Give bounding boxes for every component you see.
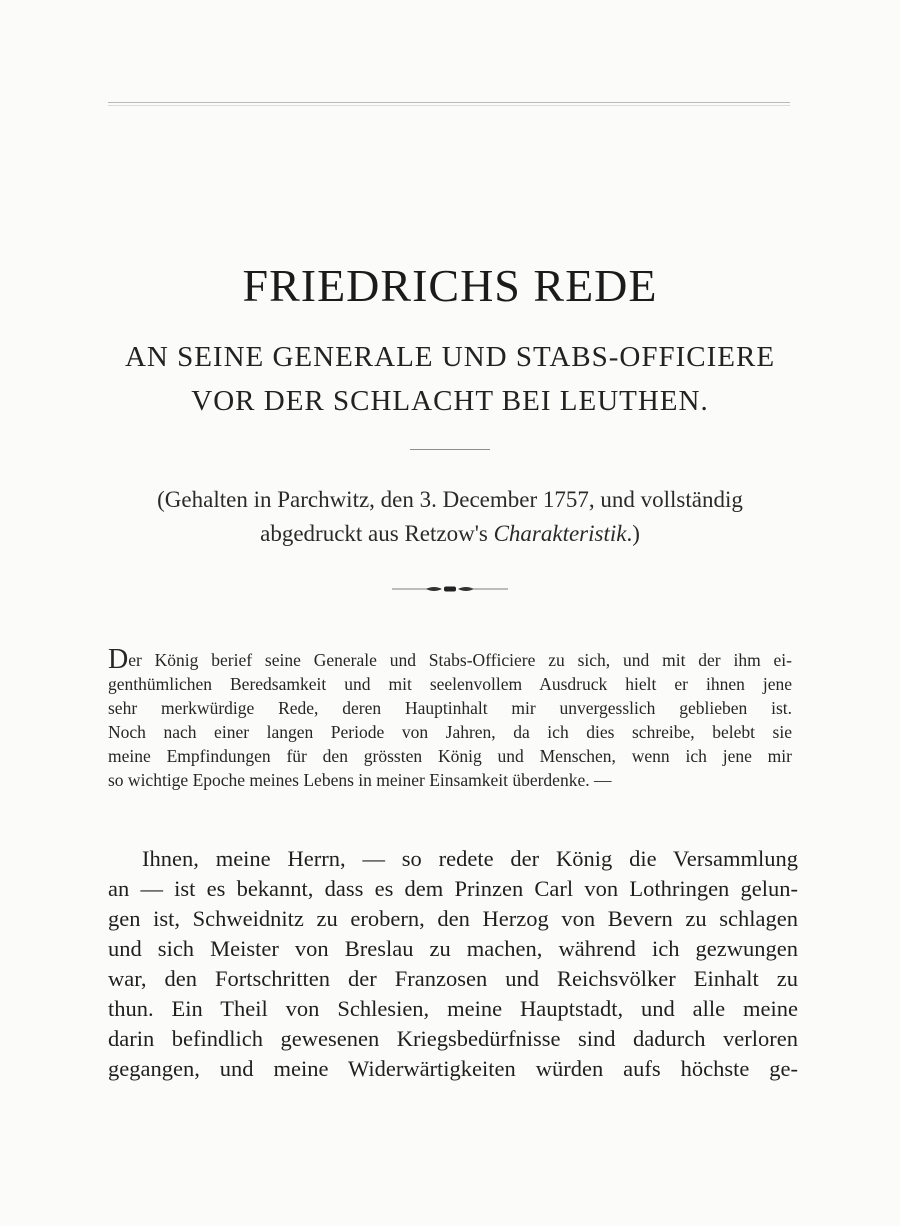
top-decorative-rule [108, 102, 790, 103]
page-title: FRIEDRICHS REDE [242, 260, 658, 311]
speech-line-3: gen ist, Schweidnitz zu erobern, den Herzog von Bevern zu schlagen [108, 906, 798, 931]
intro-line-1-text: er König berief seine Generale und Stabs-Officiere zu sich, und mit der ihm ei- [128, 650, 792, 670]
drop-cap: D [108, 644, 129, 675]
intro-line-3: sehr merkwürdige Rede, deren Hauptinhalt mir unvergesslich geblieben ist. [108, 698, 792, 718]
speech-line-1: Ihnen, meine Herrn, — so redete der König die Versammlung [142, 846, 798, 871]
speech-line-7: darin befindlich gewesenen Kriegsbedürfnisse sind dadurch verloren [108, 1026, 798, 1051]
intro-paragraph [108, 644, 792, 792]
source-note-line-2 [0, 518, 900, 550]
speech-line-5: war, den Fortschritten der Franzosen und Reichsvölker Einhalt zu [108, 966, 798, 991]
intro-line-5: meine Empfindungen für den grössten König und Menschen, wenn ich jene mir [108, 746, 792, 766]
subtitle-line-2: VOR DER SCHLACHT BEI LEUTHEN. [191, 385, 709, 417]
speech-paragraph [108, 844, 798, 1084]
ornament-divider-icon [390, 582, 510, 596]
speech-line-4: und sich Meister von Breslau zu machen, während ich gezwungen [108, 936, 798, 961]
source-note-italic-title: Charakteristik [493, 521, 627, 546]
intro-line-4: Noch nach einer langen Periode von Jahren, da ich dies schreibe, belebt sie [108, 722, 792, 742]
speech-line-8: gegangen, und meine Widerwärtigkeiten würden aufs höchste ge- [108, 1056, 798, 1081]
subtitle-line-1: AN SEINE GENERALE UND STABS-OFFICIERE [124, 341, 776, 373]
source-note-prefix: abgedruckt aus Retzow's [260, 521, 494, 546]
source-note-line-1: (Gehalten in Parchwitz, den 3. December 1757, und vollständig [157, 487, 743, 512]
short-divider-rule [410, 449, 490, 450]
speech-line-2: an — ist es bekannt, dass es dem Prinzen Carl von Lothringen gelun- [108, 876, 798, 901]
intro-line-2: genthümlichen Beredsamkeit und mit seelenvollem Ausdruck hielt er ihnen jene [108, 674, 792, 694]
intro-line-1 [108, 644, 792, 675]
speech-line-6: thun. Ein Theil von Schlesien, meine Hauptstadt, und alle meine [108, 996, 798, 1021]
source-note-suffix: .) [626, 521, 640, 546]
intro-line-6: so wichtige Epoche meines Lebens in meiner Einsamkeit überdenke. — [108, 770, 612, 790]
